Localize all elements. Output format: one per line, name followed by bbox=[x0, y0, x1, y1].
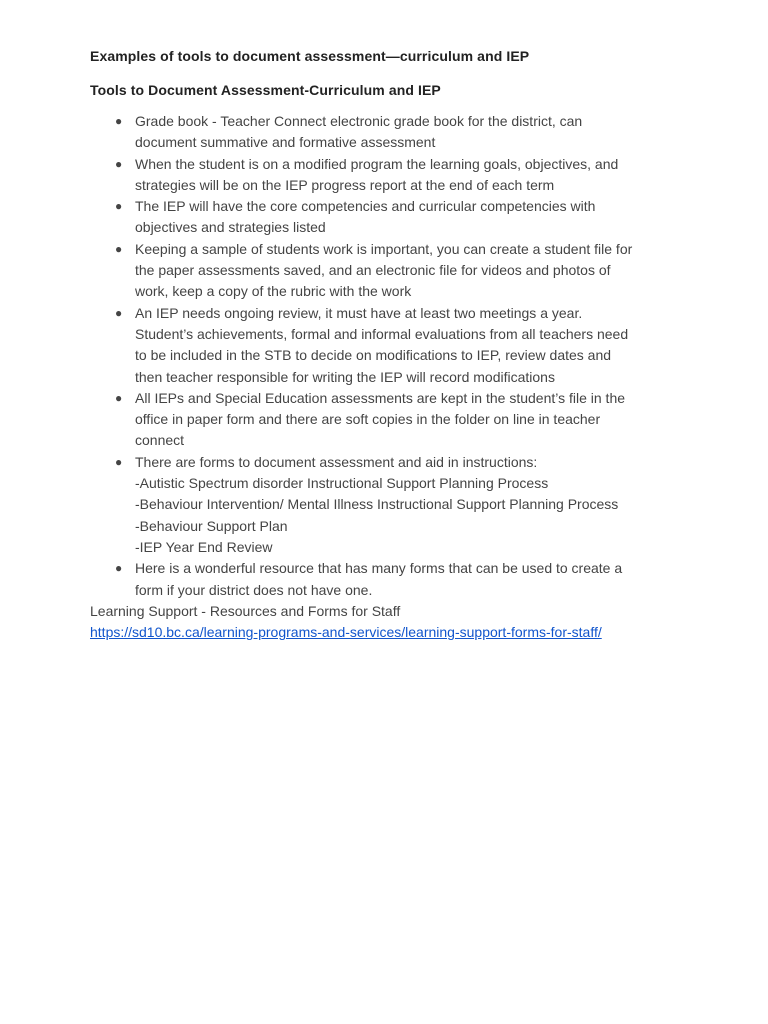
bullet-icon: ● bbox=[115, 114, 123, 128]
list-item bbox=[90, 154, 680, 197]
bullet-icon: ● bbox=[115, 561, 123, 576]
list-item-text: connect bbox=[135, 432, 185, 449]
list-item-text: -Behaviour Support Plan bbox=[135, 517, 288, 534]
list-item bbox=[90, 239, 680, 303]
bullet-icon: ● bbox=[115, 156, 123, 171]
list-item-text: -IEP Year End Review bbox=[135, 538, 273, 555]
list-item-text: Student’s achievements, formal and informal evaluations from all teachers need bbox=[135, 325, 629, 342]
list-item-text: -Behaviour Intervention/ Mental Illness Instructional Support Planning Process bbox=[135, 496, 619, 513]
list-item-text: document summative and formative assessment bbox=[135, 134, 436, 151]
list-item bbox=[90, 452, 680, 558]
list-item-text: to be included in the STB to decide on modifications to IEP, review dates and bbox=[135, 347, 612, 364]
list-item-text: There are forms to document assessment and aid in instructions: bbox=[135, 453, 538, 470]
list-item-text: Here is a wonderful resource that has many forms that can be used to create a bbox=[135, 560, 623, 577]
list-item-text: -Autistic Spectrum disorder Instructional Support Planning Process bbox=[135, 475, 549, 492]
resource-link[interactable]: https://sd10.bc.ca/learning-programs-and-services/learning-support-forms-for-staff/ bbox=[90, 624, 602, 641]
list-item-text: form if your district does not have one. bbox=[135, 581, 373, 598]
list-item bbox=[90, 303, 680, 388]
list-item-text: objectives and strategies listed bbox=[135, 219, 326, 236]
list-item-text: Keeping a sample of students work is important, you can create a student file for bbox=[135, 240, 633, 257]
list-item-text: the paper assessments saved, and an electronic file for videos and photos of bbox=[135, 262, 611, 279]
section-heading: Tools to Document Assessment-Curriculum and IEP bbox=[90, 82, 441, 98]
resource-label: Learning Support - Resources and Forms for Staff bbox=[90, 602, 401, 619]
list-item-text: All IEPs and Special Education assessments are kept in the student’s file in the bbox=[135, 389, 626, 406]
bullet-list bbox=[90, 111, 680, 601]
bullet-icon: ● bbox=[115, 199, 123, 214]
list-item-text: then teacher responsible for writing the IEP will record modifications bbox=[135, 368, 555, 385]
document-title: Examples of tools to document assessment—curriculum and IEP bbox=[90, 48, 530, 64]
bullet-icon: ● bbox=[115, 241, 123, 256]
list-item-text: office in paper form and there are soft copies in the folder on line in teacher bbox=[135, 411, 601, 428]
list-item bbox=[90, 558, 680, 601]
list-item-text: Grade book - Teacher Connect electronic grade book for the district, can bbox=[135, 113, 583, 129]
bullet-icon: ● bbox=[115, 305, 123, 320]
bullet-icon: ● bbox=[115, 390, 123, 405]
list-item-text: When the student is on a modified program the learning goals, objectives, and bbox=[135, 155, 619, 172]
list-item bbox=[90, 388, 680, 452]
list-item-text: work, keep a copy of the rubric with the work bbox=[135, 283, 412, 300]
document-page bbox=[90, 46, 680, 643]
list-item-text: The IEP will have the core competencies and curricular competencies with bbox=[135, 198, 596, 215]
list-item bbox=[90, 196, 680, 239]
list-item-text: strategies will be on the IEP progress report at the end of each term bbox=[135, 176, 555, 193]
bullet-icon: ● bbox=[115, 454, 123, 469]
list-item bbox=[90, 111, 680, 154]
list-item-text: An IEP needs ongoing review, it must have at least two meetings a year. bbox=[135, 304, 583, 321]
